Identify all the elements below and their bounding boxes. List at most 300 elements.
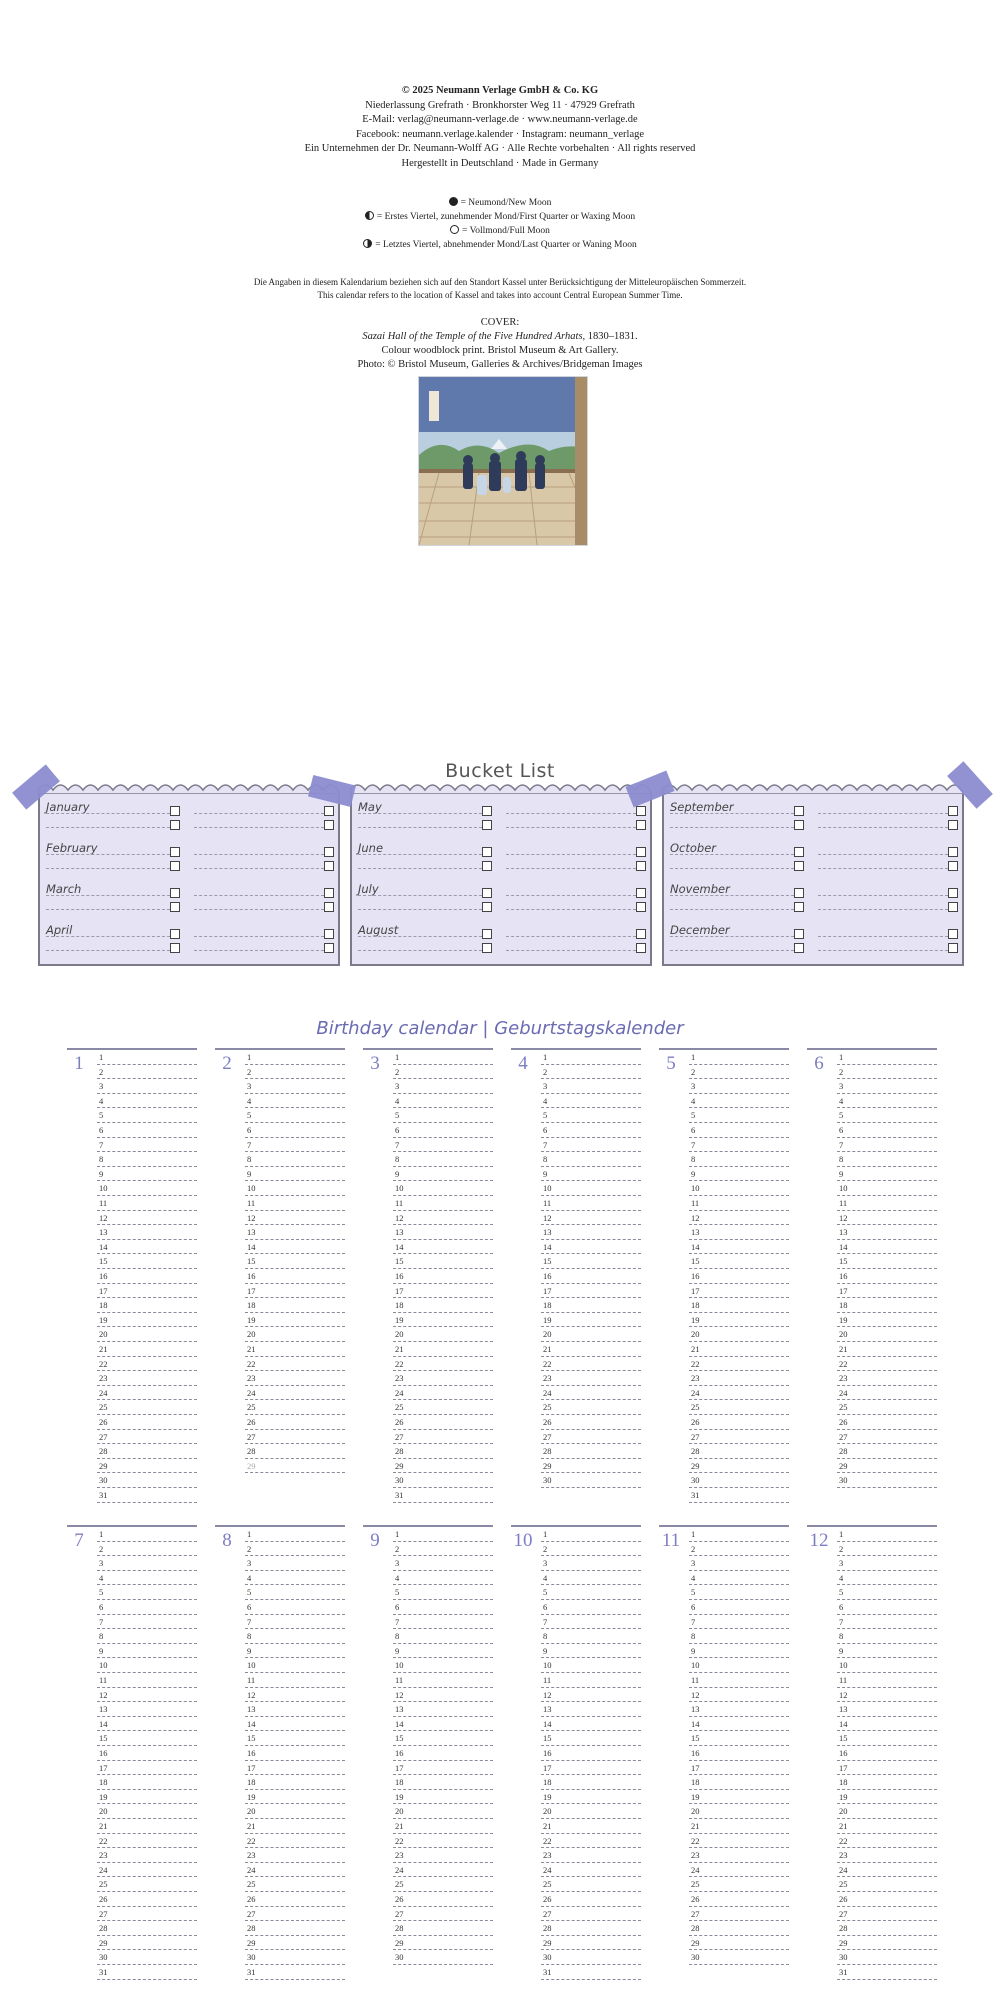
birthday-day-row[interactable]: [837, 1050, 937, 1065]
bucket-checkbox[interactable]: [948, 902, 958, 912]
birthday-day-row[interactable]: [689, 1079, 789, 1094]
bucket-checkbox[interactable]: [794, 820, 804, 830]
birthday-day-row[interactable]: [393, 1761, 493, 1776]
birthday-day-row[interactable]: [837, 1254, 937, 1269]
birthday-day-row[interactable]: [689, 1400, 789, 1415]
bucket-entry-line[interactable]: [670, 854, 794, 855]
birthday-day-row[interactable]: [393, 1225, 493, 1240]
bucket-checkbox[interactable]: [948, 847, 958, 857]
birthday-day-row[interactable]: [837, 1629, 937, 1644]
birthday-day-row[interactable]: [837, 1371, 937, 1386]
birthday-day-row[interactable]: [541, 1702, 641, 1717]
bucket-checkbox[interactable]: [794, 902, 804, 912]
birthday-day-row[interactable]: [689, 1585, 789, 1600]
birthday-day-row[interactable]: [837, 1775, 937, 1790]
birthday-day-row[interactable]: [541, 1819, 641, 1834]
birthday-day-row[interactable]: [541, 1181, 641, 1196]
birthday-day-row[interactable]: [245, 1542, 345, 1557]
bucket-entry-line[interactable]: [818, 950, 948, 951]
birthday-day-row[interactable]: [837, 1804, 937, 1819]
birthday-day-row[interactable]: [689, 1254, 789, 1269]
birthday-day-row[interactable]: [245, 1138, 345, 1153]
birthday-day-row[interactable]: [97, 1863, 197, 1878]
birthday-day-row[interactable]: [689, 1921, 789, 1936]
birthday-day-row[interactable]: [689, 1775, 789, 1790]
bucket-checkbox[interactable]: [948, 929, 958, 939]
birthday-day-row[interactable]: [393, 1921, 493, 1936]
birthday-day-row[interactable]: [97, 1050, 197, 1065]
birthday-day-row[interactable]: [97, 1211, 197, 1226]
birthday-day-row[interactable]: [393, 1430, 493, 1445]
birthday-day-row[interactable]: [689, 1284, 789, 1299]
birthday-day-row[interactable]: [393, 1079, 493, 1094]
birthday-day-row[interactable]: [245, 1834, 345, 1849]
birthday-day-row[interactable]: [541, 1556, 641, 1571]
birthday-day-row[interactable]: [689, 1459, 789, 1474]
bucket-checkbox[interactable]: [170, 888, 180, 898]
birthday-day-row[interactable]: [97, 1761, 197, 1776]
birthday-day-row[interactable]: [393, 1527, 493, 1542]
birthday-day-row[interactable]: [689, 1863, 789, 1878]
bucket-checkbox[interactable]: [324, 888, 334, 898]
birthday-day-row[interactable]: [837, 1225, 937, 1240]
birthday-day-row[interactable]: [837, 1327, 937, 1342]
birthday-day-row[interactable]: [393, 1138, 493, 1153]
birthday-day-row[interactable]: [689, 1196, 789, 1211]
bucket-entry-line[interactable]: [194, 854, 324, 855]
birthday-day-row[interactable]: [393, 1585, 493, 1600]
birthday-day-row[interactable]: [245, 1907, 345, 1922]
birthday-day-row[interactable]: [245, 1123, 345, 1138]
birthday-day-row[interactable]: [245, 1313, 345, 1328]
birthday-day-row[interactable]: [245, 1527, 345, 1542]
birthday-day-row[interactable]: [245, 1629, 345, 1644]
bucket-entry-line[interactable]: [46, 936, 170, 937]
birthday-day-row[interactable]: [245, 1400, 345, 1415]
birthday-day-row[interactable]: [689, 1556, 789, 1571]
birthday-day-row[interactable]: [689, 1804, 789, 1819]
bucket-entry-line[interactable]: [46, 895, 170, 896]
bucket-entry-line[interactable]: [194, 950, 324, 951]
birthday-day-row[interactable]: [97, 1459, 197, 1474]
bucket-entry-line[interactable]: [358, 868, 482, 869]
bucket-checkbox[interactable]: [794, 847, 804, 857]
bucket-entry-line[interactable]: [358, 813, 482, 814]
birthday-day-row[interactable]: [689, 1717, 789, 1732]
bucket-entry-line[interactable]: [194, 827, 324, 828]
birthday-day-row[interactable]: [541, 1138, 641, 1153]
bucket-entry-line[interactable]: [194, 936, 324, 937]
birthday-day-row[interactable]: [245, 1444, 345, 1459]
birthday-day-row[interactable]: [541, 1254, 641, 1269]
birthday-day-row[interactable]: [837, 1094, 937, 1109]
birthday-day-row[interactable]: [97, 1556, 197, 1571]
birthday-day-row[interactable]: [837, 1556, 937, 1571]
birthday-day-row[interactable]: [393, 1284, 493, 1299]
birthday-day-row[interactable]: [245, 1167, 345, 1182]
bucket-entry-line[interactable]: [506, 813, 636, 814]
birthday-day-row[interactable]: [689, 1819, 789, 1834]
birthday-day-row[interactable]: [393, 1950, 493, 1965]
birthday-day-row[interactable]: [837, 1430, 937, 1445]
birthday-day-row[interactable]: [541, 1196, 641, 1211]
birthday-day-row[interactable]: [393, 1848, 493, 1863]
birthday-day-row[interactable]: [393, 1629, 493, 1644]
birthday-day-row[interactable]: [837, 1123, 937, 1138]
birthday-day-row[interactable]: [837, 1761, 937, 1776]
birthday-day-row[interactable]: [393, 1600, 493, 1615]
bucket-checkbox[interactable]: [482, 820, 492, 830]
birthday-day-row[interactable]: [245, 1240, 345, 1255]
bucket-entry-line[interactable]: [358, 895, 482, 896]
bucket-checkbox[interactable]: [794, 861, 804, 871]
birthday-day-row[interactable]: [541, 1079, 641, 1094]
birthday-day-row[interactable]: [541, 1731, 641, 1746]
birthday-day-row[interactable]: [245, 1790, 345, 1805]
birthday-day-row[interactable]: [689, 1386, 789, 1401]
birthday-day-row[interactable]: [837, 1921, 937, 1936]
birthday-day-row[interactable]: [689, 1936, 789, 1951]
birthday-day-row[interactable]: [393, 1688, 493, 1703]
birthday-day-row[interactable]: [541, 1050, 641, 1065]
birthday-day-row[interactable]: [541, 1877, 641, 1892]
bucket-entry-line[interactable]: [194, 868, 324, 869]
birthday-day-row[interactable]: [393, 1746, 493, 1761]
birthday-day-row[interactable]: [245, 1819, 345, 1834]
bucket-checkbox[interactable]: [324, 847, 334, 857]
birthday-day-row[interactable]: [97, 1965, 197, 1980]
birthday-day-row[interactable]: [541, 1342, 641, 1357]
birthday-day-row[interactable]: [837, 1444, 937, 1459]
birthday-day-row[interactable]: [245, 1877, 345, 1892]
bucket-checkbox[interactable]: [636, 806, 646, 816]
bucket-checkbox[interactable]: [170, 847, 180, 857]
birthday-day-row[interactable]: [689, 1488, 789, 1503]
birthday-day-row[interactable]: [541, 1284, 641, 1299]
birthday-day-row[interactable]: [541, 1921, 641, 1936]
bucket-checkbox[interactable]: [482, 929, 492, 939]
birthday-day-row[interactable]: [541, 1761, 641, 1776]
birthday-day-row[interactable]: [97, 1138, 197, 1153]
birthday-day-row[interactable]: [837, 1313, 937, 1328]
birthday-day-row[interactable]: [393, 1907, 493, 1922]
birthday-day-row[interactable]: [97, 1430, 197, 1445]
birthday-day-row[interactable]: [689, 1371, 789, 1386]
birthday-day-row[interactable]: [97, 1542, 197, 1557]
birthday-day-row[interactable]: [541, 1615, 641, 1630]
birthday-day-row[interactable]: [97, 1225, 197, 1240]
birthday-day-row[interactable]: [97, 1848, 197, 1863]
birthday-day-row[interactable]: [245, 1152, 345, 1167]
birthday-day-row[interactable]: [689, 1313, 789, 1328]
birthday-day-row[interactable]: [97, 1167, 197, 1182]
bucket-entry-line[interactable]: [358, 936, 482, 937]
birthday-day-row[interactable]: [245, 1357, 345, 1372]
birthday-day-row[interactable]: [97, 1892, 197, 1907]
birthday-day-row[interactable]: [393, 1819, 493, 1834]
birthday-day-row[interactable]: [393, 1313, 493, 1328]
bucket-entry-line[interactable]: [46, 909, 170, 910]
birthday-day-row[interactable]: [837, 1950, 937, 1965]
birthday-day-row[interactable]: [393, 1556, 493, 1571]
birthday-day-row[interactable]: [689, 1527, 789, 1542]
bucket-checkbox[interactable]: [636, 943, 646, 953]
bucket-entry-line[interactable]: [818, 936, 948, 937]
birthday-day-row[interactable]: [837, 1731, 937, 1746]
birthday-day-row[interactable]: [541, 1400, 641, 1415]
birthday-day-row[interactable]: [97, 1629, 197, 1644]
birthday-day-row[interactable]: [393, 1269, 493, 1284]
birthday-day-row[interactable]: [97, 1673, 197, 1688]
birthday-day-row[interactable]: [689, 1702, 789, 1717]
birthday-day-row[interactable]: [541, 1804, 641, 1819]
birthday-day-row[interactable]: [393, 1152, 493, 1167]
birthday-day-row[interactable]: [837, 1848, 937, 1863]
birthday-day-row[interactable]: [245, 1965, 345, 1980]
birthday-day-row[interactable]: [541, 1600, 641, 1615]
birthday-day-row[interactable]: [393, 1298, 493, 1313]
birthday-day-row[interactable]: [393, 1327, 493, 1342]
birthday-day-row[interactable]: [393, 1542, 493, 1557]
bucket-checkbox[interactable]: [170, 861, 180, 871]
birthday-day-row[interactable]: [245, 1746, 345, 1761]
birthday-day-row[interactable]: [541, 1108, 641, 1123]
bucket-checkbox[interactable]: [794, 929, 804, 939]
birthday-day-row[interactable]: [97, 1571, 197, 1586]
bucket-entry-line[interactable]: [506, 936, 636, 937]
birthday-day-row[interactable]: [245, 1211, 345, 1226]
birthday-day-row[interactable]: [97, 1284, 197, 1299]
birthday-day-row[interactable]: [837, 1615, 937, 1630]
birthday-day-row[interactable]: [541, 1673, 641, 1688]
birthday-day-row[interactable]: [97, 1527, 197, 1542]
birthday-day-row[interactable]: [689, 1108, 789, 1123]
bucket-entry-line[interactable]: [358, 909, 482, 910]
birthday-day-row[interactable]: [837, 1585, 937, 1600]
bucket-entry-line[interactable]: [818, 854, 948, 855]
bucket-entry-line[interactable]: [46, 868, 170, 869]
birthday-day-row[interactable]: [245, 1950, 345, 1965]
birthday-day-row[interactable]: [837, 1892, 937, 1907]
bucket-entry-line[interactable]: [506, 854, 636, 855]
birthday-day-row[interactable]: [393, 1094, 493, 1109]
birthday-day-row[interactable]: [97, 1834, 197, 1849]
birthday-day-row[interactable]: [837, 1717, 937, 1732]
birthday-day-row[interactable]: [837, 1211, 937, 1226]
bucket-entry-line[interactable]: [194, 895, 324, 896]
birthday-day-row[interactable]: [837, 1644, 937, 1659]
bucket-entry-line[interactable]: [818, 909, 948, 910]
birthday-day-row[interactable]: [541, 1167, 641, 1182]
birthday-day-row[interactable]: [393, 1167, 493, 1182]
birthday-day-row[interactable]: [689, 1615, 789, 1630]
birthday-day-row[interactable]: [689, 1298, 789, 1313]
birthday-day-row[interactable]: [97, 1790, 197, 1805]
birthday-day-row[interactable]: [245, 1225, 345, 1240]
birthday-day-row[interactable]: [97, 1950, 197, 1965]
birthday-day-row[interactable]: [245, 1936, 345, 1951]
birthday-day-row[interactable]: [837, 1863, 937, 1878]
birthday-day-row[interactable]: [393, 1254, 493, 1269]
birthday-day-row[interactable]: [393, 1357, 493, 1372]
birthday-day-row[interactable]: [689, 1542, 789, 1557]
birthday-day-row[interactable]: [837, 1065, 937, 1080]
birthday-day-row[interactable]: [97, 1936, 197, 1951]
birthday-day-row[interactable]: [245, 1921, 345, 1936]
bucket-checkbox[interactable]: [324, 902, 334, 912]
bucket-checkbox[interactable]: [324, 929, 334, 939]
birthday-day-row[interactable]: [393, 1473, 493, 1488]
birthday-day-row[interactable]: [837, 1571, 937, 1586]
birthday-day-row[interactable]: [689, 1357, 789, 1372]
birthday-day-row[interactable]: [97, 1600, 197, 1615]
bucket-entry-line[interactable]: [670, 895, 794, 896]
birthday-day-row[interactable]: [393, 1196, 493, 1211]
birthday-day-row[interactable]: [245, 1108, 345, 1123]
birthday-day-row[interactable]: [689, 1138, 789, 1153]
bucket-checkbox[interactable]: [636, 820, 646, 830]
birthday-day-row[interactable]: [245, 1717, 345, 1732]
birthday-day-row[interactable]: [689, 1907, 789, 1922]
birthday-day-row[interactable]: [245, 1804, 345, 1819]
birthday-day-row[interactable]: [393, 1240, 493, 1255]
birthday-day-row[interactable]: [837, 1196, 937, 1211]
bucket-checkbox[interactable]: [170, 943, 180, 953]
birthday-day-row[interactable]: [393, 1400, 493, 1415]
birthday-day-row[interactable]: [689, 1761, 789, 1776]
birthday-day-row[interactable]: [541, 1848, 641, 1863]
birthday-day-row[interactable]: [541, 1371, 641, 1386]
birthday-day-row[interactable]: [393, 1790, 493, 1805]
birthday-day-row[interactable]: [541, 1444, 641, 1459]
birthday-day-row[interactable]: [837, 1240, 937, 1255]
birthday-day-row[interactable]: [245, 1556, 345, 1571]
birthday-day-row[interactable]: [689, 1050, 789, 1065]
bucket-checkbox[interactable]: [324, 806, 334, 816]
birthday-day-row[interactable]: [541, 1585, 641, 1600]
birthday-day-row[interactable]: [541, 1357, 641, 1372]
bucket-checkbox[interactable]: [482, 847, 492, 857]
birthday-day-row[interactable]: [689, 1790, 789, 1805]
bucket-entry-line[interactable]: [358, 950, 482, 951]
birthday-day-row[interactable]: [541, 1065, 641, 1080]
birthday-day-row[interactable]: [97, 1298, 197, 1313]
birthday-day-row[interactable]: [689, 1688, 789, 1703]
birthday-day-row[interactable]: [541, 1936, 641, 1951]
birthday-day-row[interactable]: [245, 1644, 345, 1659]
birthday-day-row[interactable]: [541, 1658, 641, 1673]
birthday-day-row[interactable]: [97, 1196, 197, 1211]
birthday-day-row[interactable]: [837, 1269, 937, 1284]
birthday-day-row[interactable]: [393, 1211, 493, 1226]
birthday-day-row[interactable]: [393, 1673, 493, 1688]
bucket-checkbox[interactable]: [948, 861, 958, 871]
birthday-day-row[interactable]: [245, 1892, 345, 1907]
birthday-day-row[interactable]: [541, 1950, 641, 1965]
bucket-checkbox[interactable]: [482, 861, 492, 871]
birthday-day-row[interactable]: [393, 1936, 493, 1951]
birthday-day-row[interactable]: [541, 1211, 641, 1226]
bucket-checkbox[interactable]: [794, 888, 804, 898]
bucket-entry-line[interactable]: [46, 827, 170, 828]
birthday-day-row[interactable]: [97, 1108, 197, 1123]
birthday-day-row[interactable]: [97, 1444, 197, 1459]
birthday-day-row[interactable]: [245, 1094, 345, 1109]
birthday-day-row[interactable]: [837, 1965, 937, 1980]
birthday-day-row[interactable]: [689, 1892, 789, 1907]
birthday-day-row[interactable]: [97, 1473, 197, 1488]
bucket-checkbox[interactable]: [948, 943, 958, 953]
bucket-entry-line[interactable]: [506, 868, 636, 869]
birthday-day-row[interactable]: [97, 1921, 197, 1936]
bucket-entry-line[interactable]: [46, 854, 170, 855]
birthday-day-row[interactable]: [245, 1254, 345, 1269]
birthday-day-row[interactable]: [97, 1123, 197, 1138]
bucket-checkbox[interactable]: [482, 902, 492, 912]
birthday-day-row[interactable]: [541, 1834, 641, 1849]
birthday-day-row[interactable]: [541, 1298, 641, 1313]
bucket-checkbox[interactable]: [170, 929, 180, 939]
birthday-day-row[interactable]: [837, 1357, 937, 1372]
birthday-day-row[interactable]: [541, 1965, 641, 1980]
birthday-day-row[interactable]: [541, 1152, 641, 1167]
birthday-day-row[interactable]: [393, 1123, 493, 1138]
bucket-checkbox[interactable]: [324, 861, 334, 871]
bucket-checkbox[interactable]: [948, 806, 958, 816]
birthday-day-row[interactable]: [245, 1673, 345, 1688]
birthday-day-row[interactable]: [393, 1731, 493, 1746]
birthday-day-row[interactable]: [541, 1629, 641, 1644]
birthday-day-row[interactable]: [541, 1327, 641, 1342]
bucket-checkbox[interactable]: [482, 943, 492, 953]
birthday-day-row[interactable]: [245, 1585, 345, 1600]
birthday-day-row[interactable]: [541, 1775, 641, 1790]
birthday-day-row[interactable]: [97, 1079, 197, 1094]
birthday-day-row[interactable]: [97, 1746, 197, 1761]
birthday-day-row[interactable]: [97, 1371, 197, 1386]
birthday-day-row[interactable]: [97, 1819, 197, 1834]
birthday-day-row[interactable]: [97, 1065, 197, 1080]
birthday-day-row[interactable]: [837, 1527, 937, 1542]
birthday-day-row[interactable]: [393, 1658, 493, 1673]
birthday-day-row[interactable]: [689, 1848, 789, 1863]
birthday-day-row[interactable]: [393, 1386, 493, 1401]
bucket-entry-line[interactable]: [818, 813, 948, 814]
birthday-day-row[interactable]: [245, 1702, 345, 1717]
birthday-day-row[interactable]: [97, 1717, 197, 1732]
birthday-day-row[interactable]: [837, 1181, 937, 1196]
birthday-day-row[interactable]: [837, 1688, 937, 1703]
birthday-day-row[interactable]: [689, 1658, 789, 1673]
birthday-day-row[interactable]: [837, 1600, 937, 1615]
bucket-checkbox[interactable]: [170, 820, 180, 830]
bucket-checkbox[interactable]: [794, 943, 804, 953]
birthday-day-row[interactable]: [689, 1834, 789, 1849]
birthday-day-row[interactable]: [541, 1790, 641, 1805]
birthday-day-row[interactable]: [541, 1717, 641, 1732]
birthday-day-row[interactable]: [97, 1254, 197, 1269]
birthday-day-row[interactable]: [393, 1834, 493, 1849]
birthday-day-row[interactable]: [837, 1542, 937, 1557]
birthday-day-row[interactable]: [837, 1673, 937, 1688]
bucket-entry-line[interactable]: [670, 868, 794, 869]
birthday-day-row[interactable]: [541, 1571, 641, 1586]
birthday-day-row[interactable]: [393, 1775, 493, 1790]
birthday-day-row[interactable]: [97, 1907, 197, 1922]
birthday-day-row[interactable]: [541, 1459, 641, 1474]
birthday-day-row[interactable]: [393, 1615, 493, 1630]
birthday-day-row[interactable]: [393, 1415, 493, 1430]
